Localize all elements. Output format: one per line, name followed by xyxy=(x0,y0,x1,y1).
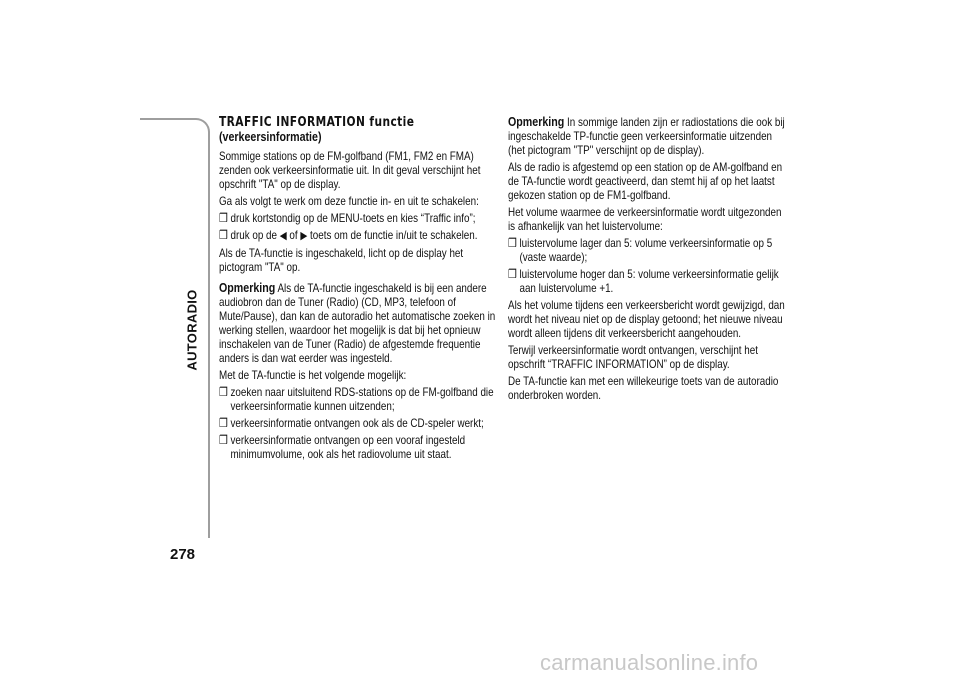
list-item-text: luistervolume lager dan 5: volume verkeersinformatie op 5 (vaste waarde); xyxy=(519,236,773,264)
checkbox-bullet-icon: ❒ xyxy=(508,236,517,250)
checkbox-bullet-icon: ❒ xyxy=(219,433,228,447)
paragraph: Met de TA-functie is het volgende mogelijk: xyxy=(219,368,407,382)
heading-main: TRAFFIC INFORMATION functie xyxy=(219,115,415,130)
list-item xyxy=(219,211,496,225)
triangle-left-icon: ◀ xyxy=(279,230,287,242)
paragraph: Als het volume tijdens een verkeersbericht wordt gewijzigd, dan wordt het niveau niet op de display getoond; het nieuwe niveau wordt alleen tijdens dit verkeersbericht aangehouden. xyxy=(508,298,785,340)
note-text: In sommige landen zijn er radiostations die ook bij ingeschakelde TP-functie geen verkeersinformatie uitzenden (het pictogram "TP" verschijnt op de display). xyxy=(508,115,785,157)
list-item-text: luistervolume hoger dan 5: volume verkeersinformatie gelijk aan luistervolume +1. xyxy=(519,267,779,295)
watermark: carmanualsonline.info xyxy=(540,650,759,675)
section-heading xyxy=(219,115,496,144)
checkbox-bullet-icon: ❒ xyxy=(219,385,228,399)
list-item xyxy=(219,385,496,413)
list-item-text: zoeken naar uitsluitend RDS-stations op de FM-golfband die verkeersinformatie kunnen uitzenden; xyxy=(230,385,494,413)
list-item-text-b: toets om de functie in/uit te schakelen. xyxy=(310,228,478,242)
checkbox-bullet-icon: ❒ xyxy=(219,228,228,242)
list-item xyxy=(219,433,496,461)
paragraph: Ga als volgt te werk om deze functie in- en uit te schakelen: xyxy=(219,194,479,208)
heading-sub: (verkeersinformatie) xyxy=(219,129,322,144)
list-item-text: verkeersinformatie ontvangen op een vooraf ingesteld minimumvolume, ook als het radiovolume uit staat. xyxy=(230,433,466,461)
paragraph: Het volume waarmee de verkeersinformatie wordt uitgezonden is afhankelijk van het luistervolume: xyxy=(508,205,782,233)
left-column xyxy=(219,115,496,464)
list-item-text: verkeersinformatie ontvangen ook als de CD-speler werkt; xyxy=(230,416,484,430)
note xyxy=(219,281,496,365)
list-item-text-a: druk op de xyxy=(230,228,277,242)
list-item-text: druk kortstondig op de MENU-toets en kies “Traffic info”; xyxy=(230,211,476,225)
paragraph: Als de TA-functie is ingeschakeld, licht op de display het pictogram "TA" op. xyxy=(219,246,464,274)
section-tab xyxy=(176,289,208,371)
page-number: 278 xyxy=(170,546,196,563)
note-label: Opmerking xyxy=(219,280,276,295)
note-text: Als de TA-functie ingeschakeld is bij een andere audiobron dan de Tuner (Radio) (CD, MP3, telefoon of Mute/Pause), dan kan de autoradio het automatische zoeken in werking stellen, waardoor het mogelijk is dat bij het opnieuw inschakelen van de Tuner (Radio) de afgestemde frequentie anders is dan wat eerder was ingesteld. xyxy=(219,281,496,365)
list-item xyxy=(219,416,496,430)
note-label: Opmerking xyxy=(508,114,565,129)
list-item-text-of: of xyxy=(289,228,298,242)
note xyxy=(508,115,785,157)
paragraph: Terwijl verkeersinformatie wordt ontvangen, verschijnt het opschrift “TRAFFIC INFORMATION” op de display. xyxy=(508,343,758,371)
checkbox-bullet-icon: ❒ xyxy=(219,416,228,430)
section-label: AUTORADIO xyxy=(184,289,200,371)
checkbox-bullet-icon: ❒ xyxy=(508,267,517,281)
paragraph: Als de radio is afgestemd op een station op de AM-golfband en de TA-functie wordt geactiveerd, dan stemt hij af op het laatst gekozen station op de FM1-golfband. xyxy=(508,160,783,202)
list-item xyxy=(508,267,785,295)
paragraph: Sommige stations op de FM-golfband (FM1, FM2 en FMA) zenden ook verkeersinformatie uit. In dit geval verschijnt het opschrift "TA" op de display. xyxy=(219,149,481,191)
triangle-right-icon: ▶ xyxy=(300,230,308,242)
paragraph: De TA-functie kan met een willekeurige toets van de autoradio onderbroken worden. xyxy=(508,374,779,402)
list-item xyxy=(508,236,785,264)
list-item xyxy=(219,228,496,243)
checkbox-bullet-icon: ❒ xyxy=(219,211,228,225)
right-column xyxy=(508,115,785,405)
